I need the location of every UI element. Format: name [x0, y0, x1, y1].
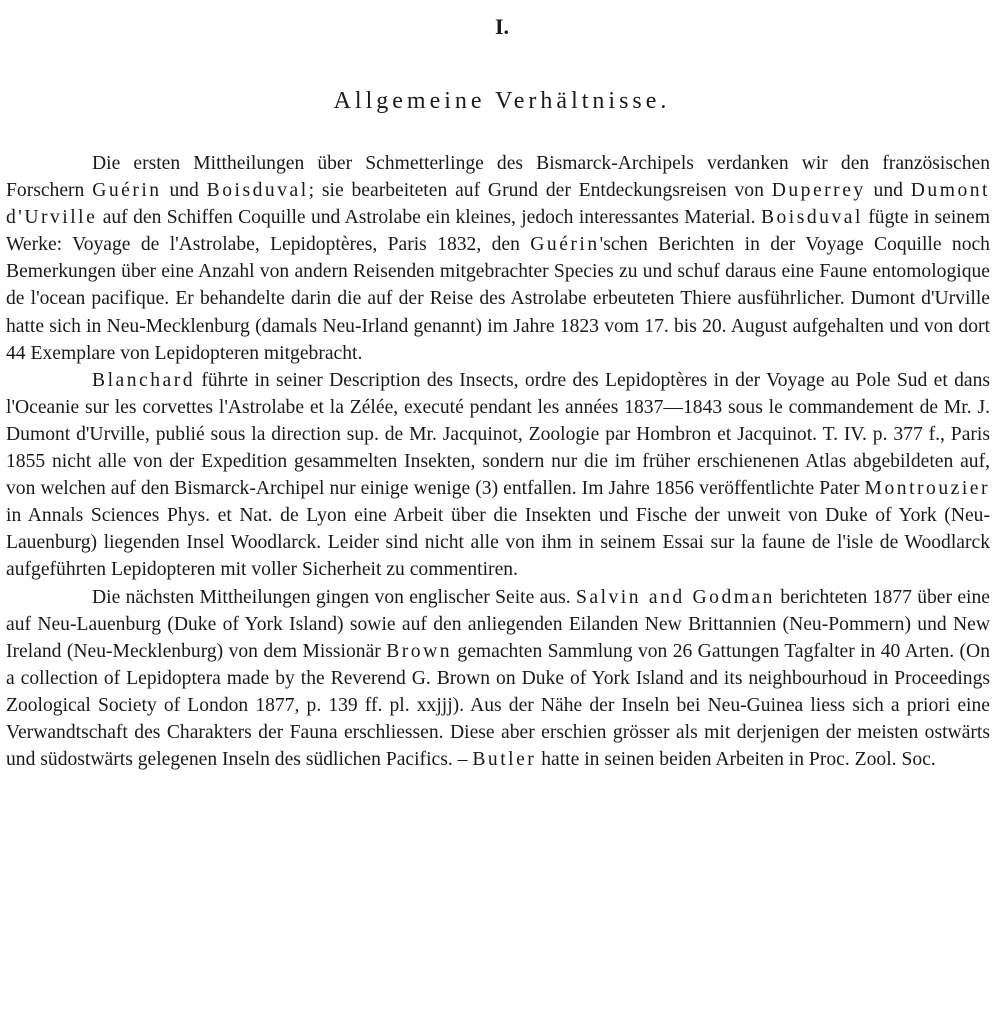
- text-run: fügte in seinem Werke: Voyage de l'Astrolabe, Lepidoptères, Paris 1832, den: [6, 207, 990, 256]
- section-title: Allgemeine Verhältnisse.: [333, 88, 671, 114]
- text-run: in Annals Sciences Phys. et Nat. de Lyon eine Arbeit über die Insekten und Fische der unweit von Duke of York (Neu-Lauenburg) liegenden Insel Woodlarck. Leider sind nicht alle von ihm in seinem Essai sur la faune de l'isle de Woodlarck aufgeführten Lepidopteren mit voller Sicherheit zu commentiren.: [6, 505, 990, 581]
- text-run: gemachten Sammlung von 26 Gattungen Tagfalter in 40 Arten. (On a collection of Lepidoptera made by the Reverend G. Brown on Duke of York Island and its neighbourhoud in Proceedings Zoological Society of London 1877, p. 139 ff. pl. xxjjj). Aus der Nähe der Inseln bei Neu-Guinea liess sich a priori eine Verwandtschaft des Charakters der Fauna erschliessen. Diese aber erschien grösser als mit derjenigen der meisten ostwärts und südostwärts gelegenen Inseln des südlichen Pacifics. –: [6, 640, 990, 771]
- spaced-name: Blanchard: [92, 369, 196, 391]
- body-text: [6, 150, 990, 773]
- spaced-name: Montrouzier: [864, 478, 990, 500]
- text-run: ; sie bearbeiteten auf Grund der Entdeckungsreisen von: [308, 180, 772, 202]
- spaced-name: Guérin: [92, 180, 162, 202]
- spaced-name: Boisduval: [760, 207, 863, 229]
- text-run: auf den Schiffen Coquille und Astrolabe ein kleines, jedoch interessantes Material.: [97, 207, 761, 229]
- text-run: Die ersten Mittheilungen über Schmetterlinge des Bismarck-Archipels verdanken wir den französischen Forschern: [6, 153, 990, 202]
- text-run: und: [161, 180, 207, 202]
- paragraph: [6, 584, 990, 774]
- spaced-name: Duperrey: [771, 180, 866, 202]
- text-run: Die nächsten Mittheilungen gingen von englischer Seite aus.: [92, 586, 576, 608]
- text-run: und: [865, 180, 911, 202]
- spaced-name: Brown: [386, 640, 453, 662]
- paragraph: [6, 150, 990, 367]
- text-run: berichteten 1877 über eine auf Neu-Lauenburg (Duke of York Island) sowie auf den anliegenden Eilanden New Brittannien (Neu-Pommern) und New Ireland (Neu-Mecklenburg) von dem Missionär: [6, 586, 990, 662]
- spaced-name: Guérin: [530, 234, 600, 256]
- spaced-name: Salvin and Godman: [575, 586, 775, 608]
- spaced-name: Butler: [472, 749, 537, 771]
- text-run: führte in seiner Description des Insects, ordre des Lepidoptères in der Voyage au Pole Sud et dans l'Oceanie sur les corvettes l'Astrolabe et la Zélée, executé pendant les années 1837—1843 sous le commandement de Mr. J. Dumont d'Urville, publié sous la direction sup. de Mr. Jacquinot, Zoologie par Hombron et Jacquinot. T. IV. p. 377 f., Paris 1855 nicht alle von der Expedition gesammelten Insekten, sondern nur die im früher erschienenen Atlas abgebildeten auf, von welchen auf den Bismarck-Archipel nur einige wenige (3) entfallen. Im Jahre 1856 veröffentlichte Pater: [6, 369, 990, 500]
- chapter-number: I.: [494, 14, 510, 39]
- text-run: 'schen Berichten in der Voyage Coquille noch Bemerkungen über eine Anzahl von andern Reisenden mitgebrachter Species zu und schuf daraus eine Faune entomologique de l'ocean pacifique. Er behandelte darin die auf der Reise des Astrolabe erbeuteten Thiere ausführlicher. Dumont d'Urville hatte sich in Neu-Mecklenburg (damals Neu-Irland genannt) im Jahre 1823 vom 17. bis 20. August aufgehalten und von dort 44 Exemplare von Lepidopteren mitgebracht.: [6, 234, 990, 364]
- text-run: hatte in seinen beiden Arbeiten in Proc. Zool. Soc.: [536, 749, 936, 771]
- spaced-name: Dumont d'Urville: [6, 180, 990, 229]
- paragraph: [6, 367, 990, 584]
- spaced-name: Boisduval: [206, 180, 309, 202]
